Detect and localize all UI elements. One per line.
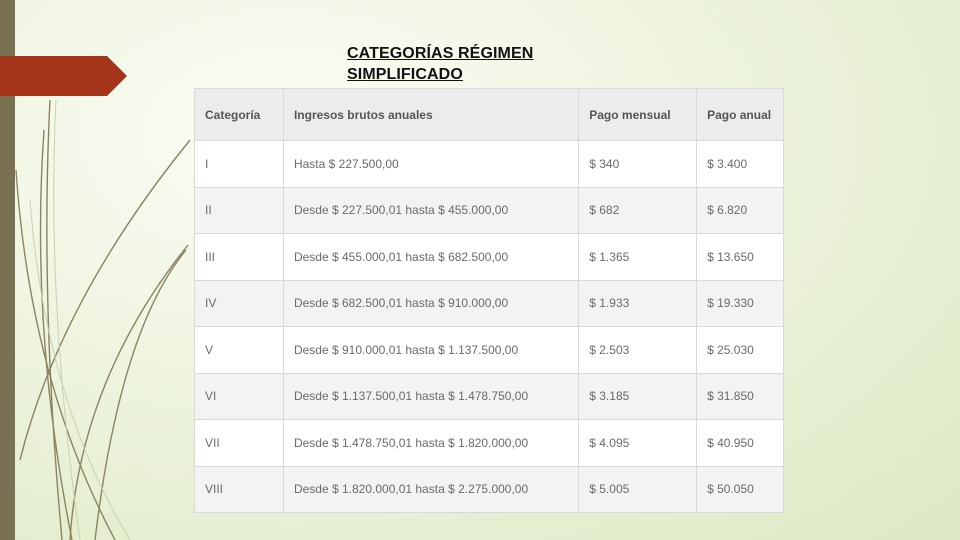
cell-categoria: V (195, 327, 284, 374)
categories-table (194, 88, 784, 513)
cell-categoria: IV (195, 280, 284, 327)
cell-pago-anual: $ 40.950 (697, 420, 784, 467)
cell-pago-mensual: $ 682 (579, 187, 697, 234)
table-row (195, 234, 784, 281)
cell-ingresos: Desde $ 1.137.500,01 hasta $ 1.478.750,00 (283, 373, 578, 420)
table-row (195, 141, 784, 188)
cell-pago-mensual: $ 5.005 (579, 466, 697, 513)
cell-categoria: III (195, 234, 284, 281)
cell-ingresos: Desde $ 455.000,01 hasta $ 682.500,00 (283, 234, 578, 281)
cell-categoria: VI (195, 373, 284, 420)
cell-categoria: VIII (195, 466, 284, 513)
slide-title-line1: CATEGORÍAS RÉGIMEN (347, 45, 534, 62)
cell-pago-anual: $ 25.030 (697, 327, 784, 374)
cell-pago-mensual: $ 4.095 (579, 420, 697, 467)
cell-pago-anual: $ 31.850 (697, 373, 784, 420)
categories-table-container (194, 88, 784, 506)
cell-categoria: II (195, 187, 284, 234)
slide-title-line2: SIMPLIFICADO (347, 66, 463, 83)
cell-ingresos: Desde $ 1.820.000,01 hasta $ 2.275.000,00 (283, 466, 578, 513)
table-row (195, 280, 784, 327)
table-row (195, 327, 784, 374)
header-ingresos: Ingresos brutos anuales (283, 89, 578, 141)
cell-ingresos: Desde $ 227.500,01 hasta $ 455.000,00 (283, 187, 578, 234)
decorative-lines (0, 0, 200, 540)
cell-ingresos: Desde $ 910.000,01 hasta $ 1.137.500,00 (283, 327, 578, 374)
header-categoria: Categoría (195, 89, 284, 141)
cell-categoria: I (195, 141, 284, 188)
cell-ingresos: Hasta $ 227.500,00 (283, 141, 578, 188)
header-pago-mensual: Pago mensual (579, 89, 697, 141)
table-row (195, 466, 784, 513)
cell-pago-anual: $ 19.330 (697, 280, 784, 327)
cell-pago-mensual: $ 3.185 (579, 373, 697, 420)
table-header-row (195, 89, 784, 141)
cell-ingresos: Desde $ 682.500,01 hasta $ 910.000,00 (283, 280, 578, 327)
cell-pago-mensual: $ 340 (579, 141, 697, 188)
cell-pago-anual: $ 3.400 (697, 141, 784, 188)
cell-pago-anual: $ 50.050 (697, 466, 784, 513)
header-pago-anual: Pago anual (697, 89, 784, 141)
cell-pago-anual: $ 13.650 (697, 234, 784, 281)
cell-pago-anual: $ 6.820 (697, 187, 784, 234)
cell-categoria: VII (195, 420, 284, 467)
table-row (195, 187, 784, 234)
cell-pago-mensual: $ 1.933 (579, 280, 697, 327)
table-row (195, 420, 784, 467)
table-row (195, 373, 784, 420)
cell-ingresos: Desde $ 1.478.750,01 hasta $ 1.820.000,00 (283, 420, 578, 467)
slide-title (347, 43, 533, 85)
cell-pago-mensual: $ 1.365 (579, 234, 697, 281)
cell-pago-mensual: $ 2.503 (579, 327, 697, 374)
